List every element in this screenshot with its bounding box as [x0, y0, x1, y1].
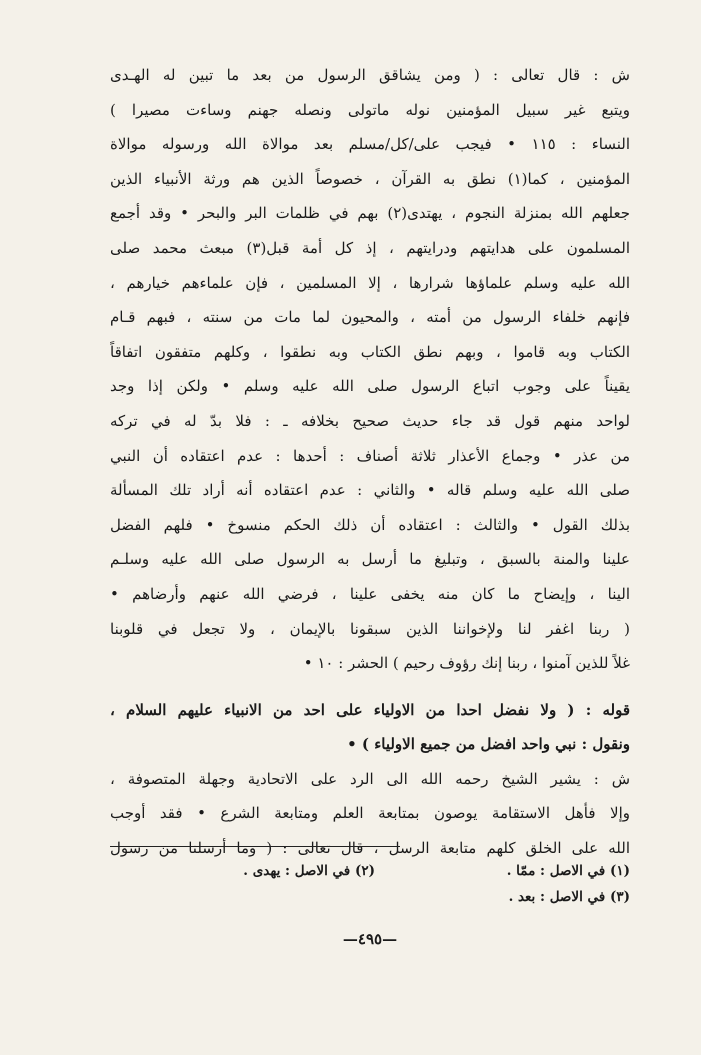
- quote-line: قوله : ( ولا نفضل احدا من الاولياء على احد من الانبياء عليهم السلام ،: [110, 700, 630, 719]
- text-line: ويتبع غير سبيل المؤمنين نوله ماتولى ونصله جهنم وساءت مصيرا ): [110, 100, 630, 119]
- footnote-divider: [110, 846, 400, 847]
- page-number: —٤٩٥—: [342, 930, 398, 948]
- text-line: بذلك القول • والثالث : اعتقاده أن ذلك الحكم منسوخ • فلهم الفضل: [110, 515, 630, 534]
- quoted-text-block: [110, 693, 630, 762]
- text-line: المسلمون على هدايتهم ودرايتهم ، إذ كل أمة قبل(٣) مبعث محمد صلى: [110, 238, 630, 257]
- quote-line: ونقول : نبي واحد افضل من جميع الاولياء ) •: [347, 735, 630, 754]
- text-line: المؤمنين ، كما(١) نطق به القرآن ، خصوصاً الذين هم ورثة الأنبياء الذين: [110, 169, 630, 188]
- footnotes: [110, 858, 630, 910]
- text-line: جعلهم الله بمنزلة النجوم ، يهتدى(٢) بهم في ظلمات البر والبحر • وقد أجمع: [110, 204, 630, 223]
- text-line: يقيناً على وجوب اتباع الرسول صلى الله عليه وسلم • ولكن إذا وجد: [110, 377, 630, 396]
- commentary-paragraph: [110, 762, 630, 866]
- main-paragraph: [110, 58, 630, 681]
- text-line: ش : قال تعالى : ( ومن يشاقق الرسول من بعد ما تبين له الهـدى: [110, 66, 630, 84]
- text-line: غلاً للذين آمنوا ، ربنا إنك رؤوف رحيم ) الحشر : ١٠ •: [303, 654, 630, 673]
- footnote-2: (٢) في الاصل : يهدى .: [243, 863, 375, 879]
- text-line: النساء : ١١٥ • فيجب على/كل/مسلم بعد موالاة الله ورسوله موالاة: [110, 135, 630, 154]
- text-line: الكتاب وبه قاموا ، وبهم نطق الكتاب وبه نطقوا ، وكلهم متفقون اتفاقاً: [110, 342, 630, 361]
- text-line: ش : يشير الشيخ رحمه الله الى الرد على الاتحادية وجهلة المتصوفة ،: [110, 769, 630, 788]
- text-line: الله عليه وسلم علماؤها شرارها ، إلا المسلمين ، فإن علماءهم خيارهم ،: [110, 273, 630, 292]
- document-page: [110, 58, 630, 958]
- text-line: لواحد منهم قول قد جاء حديث صحيح بخلافه ـ : فلا بدّ له في تركه: [110, 411, 630, 430]
- text-line: وإلا فأهل الاستقامة يوصون بمتابعة العلم ومتابعة الشرع • فقد أوجب: [110, 804, 630, 823]
- text-line: من عذر • وجماع الأعذار ثلاثة أصناف : أحدها : عدم اعتقاده أن النبي: [110, 446, 630, 465]
- text-line: الينا ، وإيضاح ما كان منه يخفى علينا ، فرضي الله عنهم وأرضاهم •: [110, 584, 630, 603]
- text-line: صلى الله عليه وسلم قاله • والثاني : عدم اعتقاده أنه أراد تلك المسألة: [110, 481, 630, 500]
- footnote-3: (٣) في الاصل : بعد .: [508, 889, 630, 905]
- text-line: الله على الخلق كلهم متابعة الرسل ، قال تعالى : ( وما أرسلنا من رسول: [110, 839, 630, 858]
- text-line: فإنهم خلفاء الرسول من أمته ، والمحيون لما مات من سنته ، فبهم قـام: [110, 308, 630, 327]
- text-line: ( ربنا اغفر لنا ولإخواننا الذين سبقونا بالإيمان ، ولا تجعل في قلوبنا: [110, 619, 630, 638]
- text-line: علينا والمنة بالسبق ، وتبليغ ما أرسل به الرسول صلى الله عليه وسلـم: [110, 550, 630, 569]
- footnote-1: (١) في الاصل : ممّا .: [506, 863, 630, 879]
